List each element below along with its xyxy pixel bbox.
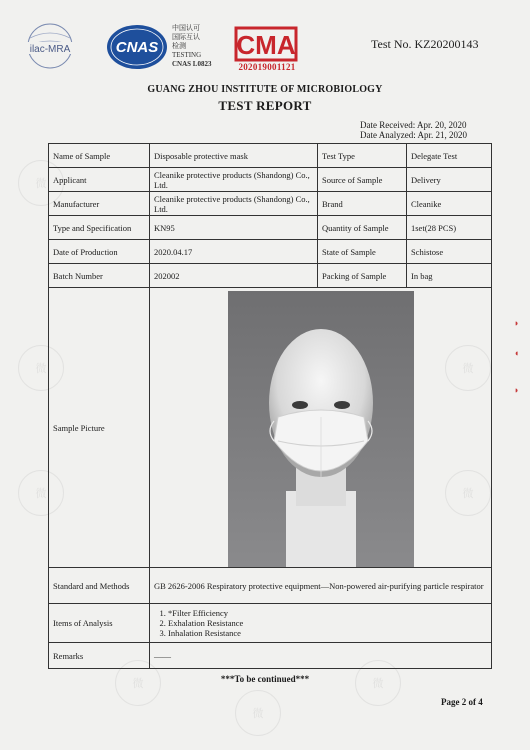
sample-info-table	[48, 143, 492, 669]
seal-fragment: ◗	[514, 318, 520, 328]
page-number: Page 2 of 4	[441, 697, 483, 707]
table-row: Manufacturer Cleanike protective products (Shandong) Co., Ltd. Brand Cleanike	[49, 192, 492, 216]
seal-fragment: ◗	[514, 385, 520, 395]
test-number: Test No. KZ20200143	[371, 37, 479, 51]
svg-text:CNAS: CNAS	[115, 39, 159, 56]
list-item: 3. Inhalation Resistance	[168, 628, 487, 638]
cma-logo	[228, 22, 304, 66]
table-row: Type and Specification KN95 Quantity of Sample 1set(28 PCS)	[49, 216, 492, 240]
cnas-accreditation-text: 中国认可 国际互认 检测 TESTING CNAS L0823	[172, 24, 212, 68]
svg-text:ilac-MRA: ilac-MRA	[29, 44, 71, 55]
standard-row: Standard and Methods GB 2626-2006 Respiratory protective equipment—Non-powered air-purifying particle respirator	[49, 568, 492, 604]
table-row: Applicant Cleanike protective products (Shandong) Co., Ltd. Source of Sample Delivery	[49, 168, 492, 192]
date-received: Date Received: Apr. 20, 2020	[360, 120, 467, 130]
table-row: Name of Sample Disposable protective mask Test Type Delegate Test	[49, 144, 492, 168]
cnas-logo	[105, 22, 169, 72]
date-analyzed: Date Analyzed: Apr. 21, 2020	[360, 130, 467, 140]
list-item: 2. Exhalation Resistance	[168, 618, 487, 628]
institute-name: GUANG ZHOU INSTITUTE OF MICROBIOLOGY	[147, 84, 383, 95]
report-dates	[360, 120, 467, 140]
ilac-mra-logo	[14, 20, 86, 72]
report-page: 微 微 微 微 微 微 微 微 ilac-MRA CNAS 中国认可 国际互认 检测 TESTING CNAS L0823 CMA 202019001121 Test No. KZ20200143 GUANG ZHOU INSTITUTE OF MICROBIOLOGY TEST REPORT Date Received: Apr. 20, 2020 Date Analyzed: Apr. 21, 2020 Name of Sample Disposable protective mask Test Type Delegate Test Applicant Cleanike protective products (Shandong) Co., Ltd. Source of Sample Delivery Manufacturer Cleanike protective products (Shandong) Co., Ltd. Brand Cleanike Type and Specification KN95 Quantity of Sample 1set(28 PCS) Date of Production 2020.04.17 State of Sample Schistose Batch Number 202002 Packing of Sample In bag Sample Picture Standard and Methods GB 2626-2006 Respiratory protective equipment—Non-powered air-purifying particle respirator Items of Analysis 1. *Filter Efficiency 2. Exhalation Resistance 3. Inhalation Resistance Remarks —— ***To be continued*** Page 2 of 4 ◗ ◖ ◗	[0, 0, 530, 750]
sample-picture-row: Sample Picture	[49, 288, 492, 568]
svg-text:CMA: CMA	[236, 30, 296, 60]
seal-fragment: ◖	[514, 348, 520, 358]
list-item: 1. *Filter Efficiency	[168, 608, 487, 618]
cma-number: 202019001121	[238, 62, 296, 72]
analysis-items-list	[154, 608, 487, 638]
mannequin-mask-image	[228, 291, 414, 567]
table-row: Date of Production 2020.04.17 State of Sample Schistose	[49, 240, 492, 264]
report-title: TEST REPORT	[218, 98, 312, 113]
table-row: Batch Number 202002 Packing of Sample In bag	[49, 264, 492, 288]
sample-photo	[228, 291, 414, 567]
remarks-row: Remarks ——	[49, 643, 492, 669]
continued-note: ***To be continued***	[220, 674, 310, 684]
items-row: Items of Analysis 1. *Filter Efficiency 2. Exhalation Resistance 3. Inhalation Resistance	[49, 604, 492, 643]
